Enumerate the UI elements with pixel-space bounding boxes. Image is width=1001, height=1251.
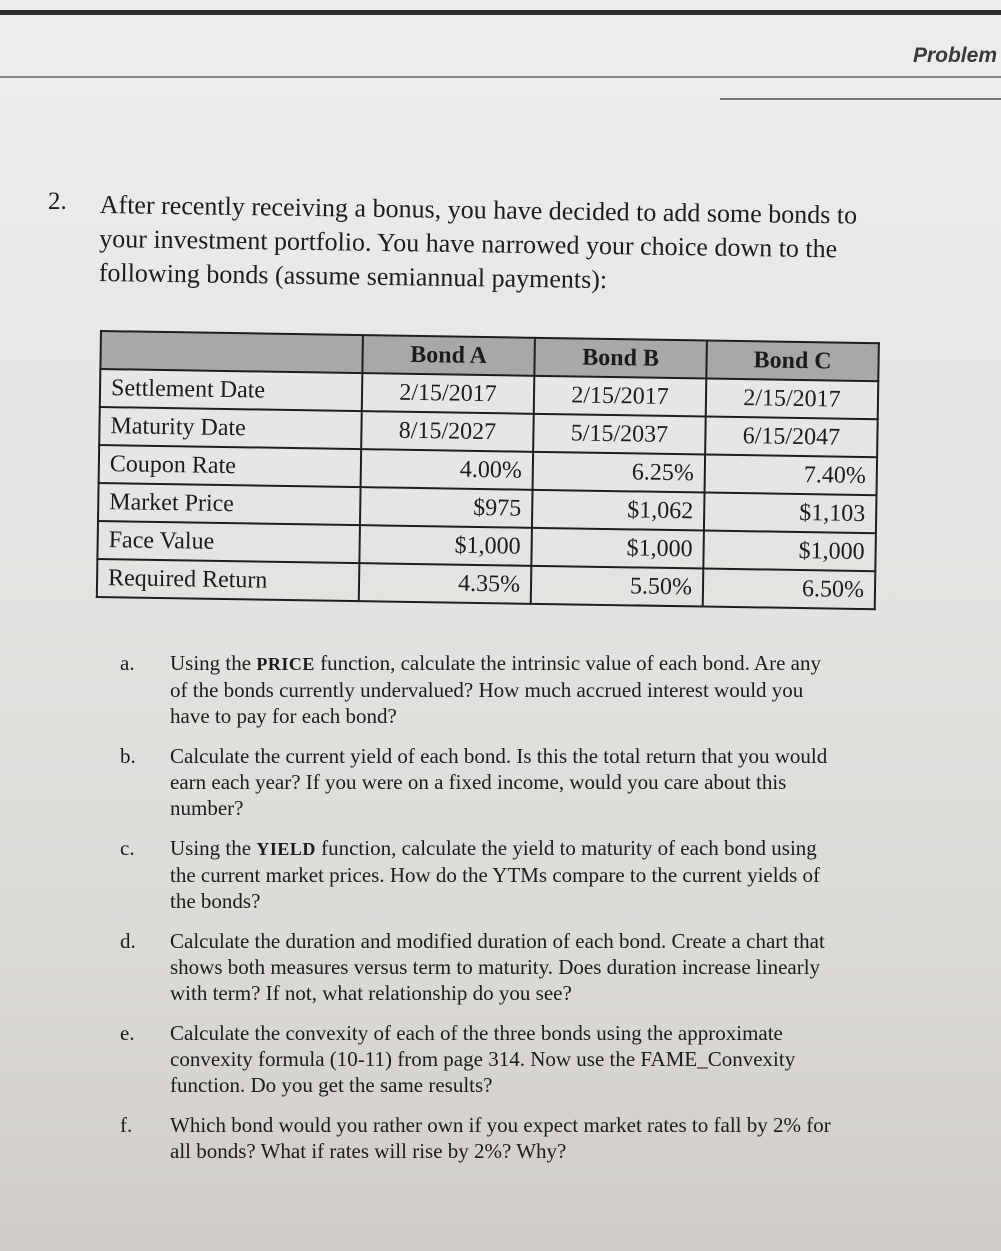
table-cell: $1,000 — [703, 531, 876, 572]
part-letter: e. — [120, 1021, 135, 1045]
table-cell: $1,103 — [704, 493, 877, 534]
part-c — [120, 835, 840, 914]
column-header: Bond B — [534, 338, 707, 379]
part-text: Calculate the current yield of each bond. Is this the total return that you would earn each year? If you were on a fixed income, would you care about this number? — [170, 744, 828, 820]
part-letter: a. — [120, 651, 135, 675]
table-cell: 7.40% — [705, 455, 878, 496]
table-cell: 4.00% — [361, 449, 534, 490]
table-cell: $1,000 — [531, 528, 704, 569]
table-cell: 6.50% — [703, 569, 876, 610]
header-rule — [0, 76, 1001, 78]
table-cell: 8/15/2027 — [361, 411, 534, 452]
table-cell: $1,000 — [359, 525, 532, 566]
table-cell: 6.25% — [533, 452, 706, 493]
table-cell: 6/15/2047 — [705, 417, 878, 458]
part-text-post: function, calculate the yield to maturity of each bond using the current market prices. How do the YTMs compare to the current yields of the bonds? — [170, 836, 821, 913]
header-label: Problem — [912, 44, 997, 67]
part-text: Calculate the duration and modified duration of each bond. Create a chart that shows both measures versus term to maturity. Does duration increase linearly with term? If not, what relationship do you see? — [170, 929, 825, 1005]
part-text-pre: Using the — [170, 651, 257, 675]
table-cell: 4.35% — [359, 563, 532, 604]
part-letter: f. — [120, 1113, 133, 1137]
table-corner-cell — [100, 331, 363, 373]
table-cell: 5.50% — [531, 566, 704, 607]
top-rule — [0, 10, 1001, 15]
table-cell: 5/15/2037 — [533, 414, 706, 455]
question-number: 2. — [48, 188, 67, 215]
question-parts — [120, 650, 840, 1178]
part-text — [170, 650, 840, 729]
row-label: Market Price — [98, 483, 361, 525]
row-label: Settlement Date — [100, 369, 363, 411]
part-f — [120, 1112, 840, 1164]
bond-table — [96, 330, 880, 610]
part-letter: d. — [120, 929, 136, 953]
row-label: Face Value — [97, 521, 360, 563]
row-label: Maturity Date — [99, 407, 362, 449]
part-a — [120, 650, 840, 729]
row-label: Required Return — [97, 559, 360, 601]
row-label: Coupon Rate — [99, 445, 362, 487]
function-name: PRICE — [256, 654, 315, 674]
part-letter: c. — [120, 836, 135, 860]
table-cell: $975 — [360, 487, 533, 528]
part-text: Calculate the convexity of each of the three bonds using the approximate convexity formula (10-11) from page 314. Now use the FAME_Convexity function. Do you get the same results? — [170, 1021, 796, 1097]
column-header: Bond C — [706, 341, 879, 382]
part-text — [170, 835, 840, 914]
question-intro: After recently receiving a bonus, you have decided to add some bonds to your investment portfolio. You have narrowed your choice down to the following bonds (assume semiannual payments): — [98, 189, 858, 295]
part-text: Which bond would you rather own if you expect market rates to fall by 2% for all bonds? What if rates will rise by 2%? Why? — [170, 1113, 831, 1163]
column-header: Bond A — [362, 335, 535, 376]
table-cell: 2/15/2017 — [362, 373, 535, 414]
function-name: YIELD — [256, 839, 316, 859]
part-d — [120, 928, 840, 1006]
part-b — [120, 743, 840, 821]
table-cell: 2/15/2017 — [534, 376, 707, 417]
part-e — [120, 1020, 840, 1098]
header-rule-secondary — [720, 98, 1001, 100]
table-cell: $1,062 — [532, 490, 705, 531]
part-text-post: function, calculate the intrinsic value of each bond. Are any of the bonds currently undervalued? How much accrued interest would you have to pay for each bond? — [170, 651, 821, 728]
part-text-pre: Using the — [170, 836, 257, 860]
table-cell: 2/15/2017 — [706, 379, 879, 420]
part-letter: b. — [120, 744, 136, 768]
